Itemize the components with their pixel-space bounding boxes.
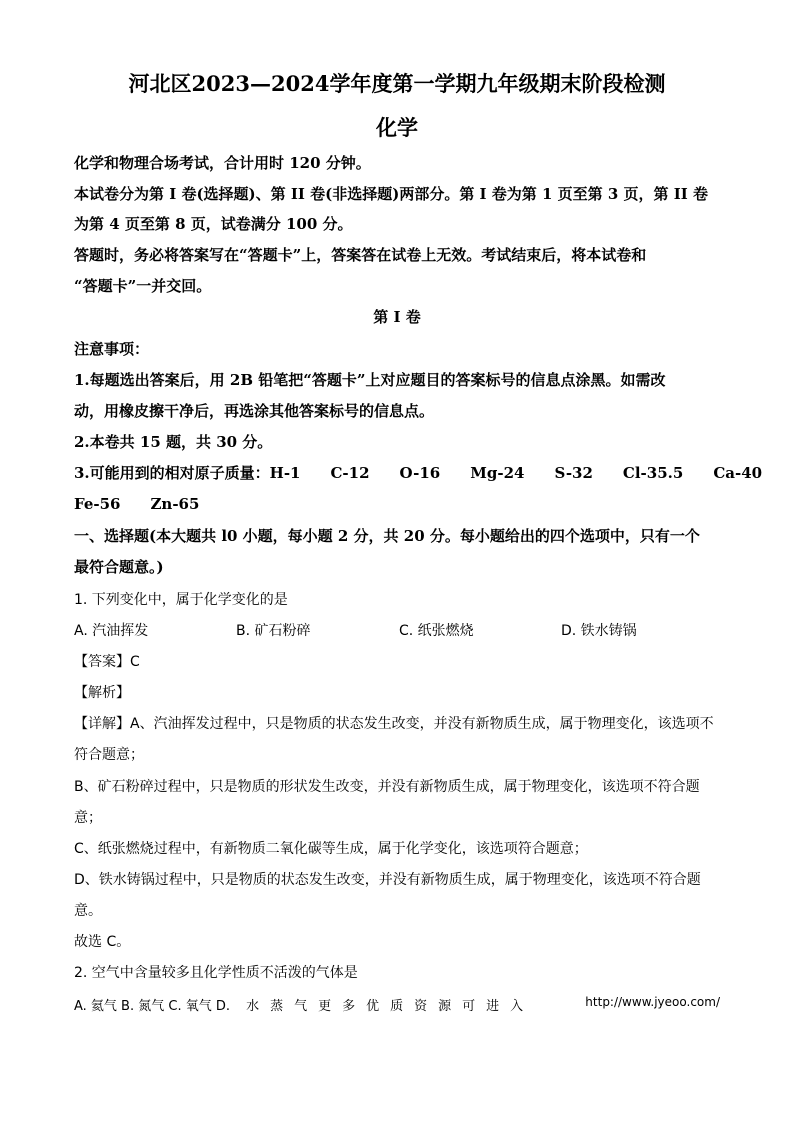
analysis-label: 【解析】 <box>74 685 130 701</box>
option-d: D. 铁水铸锅 <box>561 623 637 639</box>
option-c: C. 纸张燃烧 <box>399 623 474 639</box>
question-2-options-text: A. 氦气 B. 氮气 C. 氧气 D. <box>74 999 230 1014</box>
notice-line: 3.可能用到的相对原子质量：H-1 C-12 O-16 Mg-24 S-32 Cl-35.5 Ca-40 <box>74 464 763 482</box>
detail-line: 符合题意； <box>74 747 144 763</box>
intro-line: 答题时，务必将答案写在“答题卡”上，答案答在试卷上无效。考试结束后，将本试卷和 <box>74 246 647 264</box>
notice-line: Fe-56 Zn-65 <box>74 495 200 513</box>
detail-line: 意。 <box>74 903 102 919</box>
question-2-stem: 2. 空气中含量较多且化学性质不活泼的气体是 <box>74 965 358 981</box>
detail-line: B、矿石粉碎过程中，只是物质的形状发生改变，并没有新物质生成，属于物理变化，该选项不符合题 <box>74 779 700 795</box>
source-url[interactable]: http://www.jyeoo.com/ <box>585 995 720 1009</box>
detail-line: D、铁水铸锅过程中，只是物质的状态发生改变，并没有新物质生成，属于物理变化，该选项不符合题 <box>74 872 701 888</box>
notice-line: 动，用橡皮擦干净后，再选涂其他答案标号的信息点。 <box>74 402 435 420</box>
detail-line: 意； <box>74 810 102 826</box>
page-title: 河北区2023—2024学年度第一学期九年级期末阶段检测 <box>128 71 666 96</box>
intro-line: 本试卷分为第 I 卷(选择题)、第 II 卷(非选择题)两部分。第 I 卷为第 1 页至第 3 页，第 II 卷 <box>74 185 709 203</box>
detail-line: 故选 C。 <box>74 934 131 950</box>
detail-line: C、纸张燃烧过程中，有新物质二氧化碳等生成，属于化学变化，该选项符合题意； <box>74 841 588 857</box>
detail-line: 【详解】A、汽油挥发过程中，只是物质的状态发生改变，并没有新物质生成，属于物理变化，该选项不 <box>74 716 714 732</box>
option-b: B. 矿石粉碎 <box>236 623 311 639</box>
part-title: 第 I 卷 <box>373 308 421 326</box>
page-subtitle: 化学 <box>376 115 418 140</box>
section-heading: 最符合题意。) <box>74 558 164 576</box>
option-a: A. 汽油挥发 <box>74 623 149 639</box>
answer-label: 【答案】C <box>74 654 140 670</box>
question-1-options <box>74 620 720 640</box>
intro-line: 为第 4 页至第 8 页，试卷满分 100 分。 <box>74 215 353 233</box>
notice-title: 注意事项： <box>74 340 150 358</box>
notice-line: 1.每题选出答案后，用 2B 铅笔把“答题卡”上对应题目的答案标号的信息点涂黑。如需改 <box>74 371 666 389</box>
notice-line: 2.本卷共 15 题，共 30 分。 <box>74 433 273 451</box>
intro-line: “答题卡”一并交回。 <box>74 277 212 295</box>
intro-line: 化学和物理合场考试，合计用时 120 分钟。 <box>74 154 371 172</box>
watermark-text: 水蒸气更多优质资源可进入 <box>246 999 535 1014</box>
question-1-stem: 1. 下列变化中，属于化学变化的是 <box>74 592 288 608</box>
section-heading: 一、选择题(本大题共 l0 小题，每小题 2 分，共 20 分。每小题给出的四个选项中，只有一个 <box>74 527 700 545</box>
